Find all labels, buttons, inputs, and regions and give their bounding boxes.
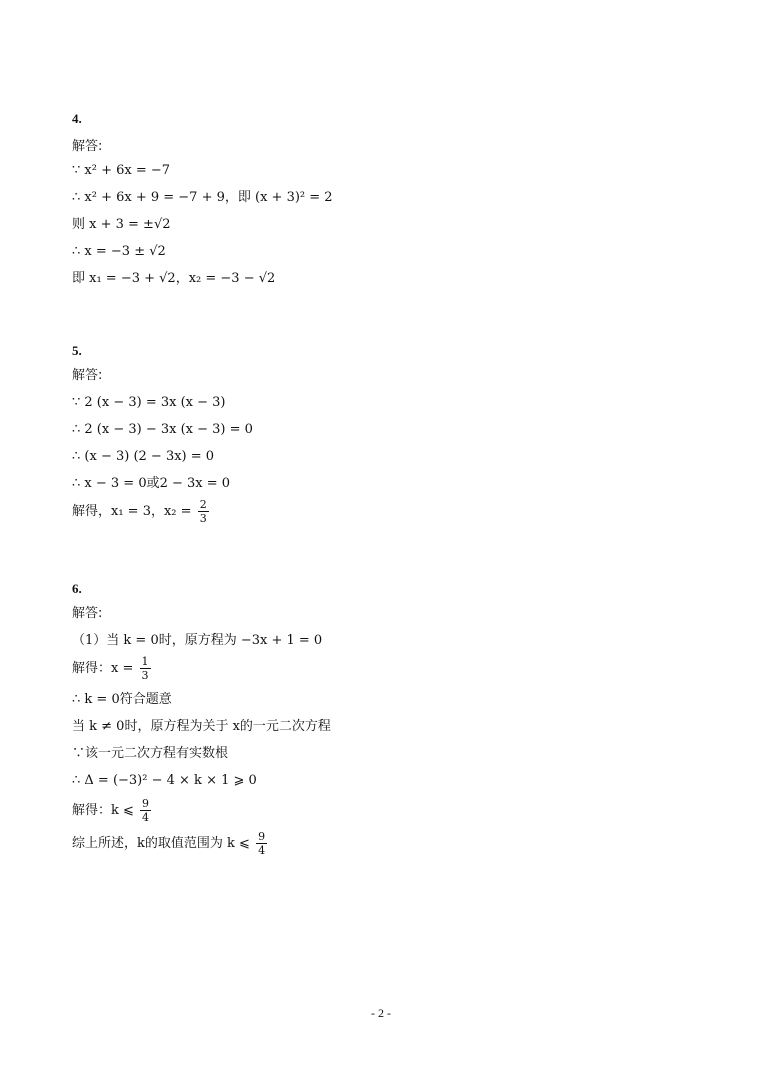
q6-step-7-text: 解得：k ⩽ [72,803,134,818]
q5-fraction-denominator: 3 [199,512,207,525]
q6-step-4: 当 k ≠ 0时，原方程为关于 x的一元二次方程 [72,719,331,734]
q6-step-6: ∴ Δ = (−3)² − 4 × k × 1 ⩾ 0 [72,773,257,788]
q6-step-1: （1）当 k = 0时，原方程为 −3x + 1 = 0 [72,633,323,648]
q6-fraction-3-denominator: 4 [258,844,266,857]
q6-fraction-2 [140,797,151,824]
page-number: - 2 - [371,1006,391,1020]
question-4-label: 解答: [72,139,103,154]
q6-fraction-1 [140,655,151,682]
q4-step-3: 则 x + 3 = ±√2 [72,217,171,232]
q6-step-8 [72,830,269,857]
q6-step-8-text: 综上所述，k的取值范围为 k ⩽ [72,836,250,851]
q6-step-2-text: 解得：x = [72,661,134,676]
q6-fraction-3 [256,830,267,857]
question-6-label: 解答: [72,606,103,621]
question-5-label: 解答: [72,368,103,383]
q4-step-1: ∵ x² + 6x = −7 [72,163,171,178]
question-6-number: 6. [72,581,82,596]
q6-step-3: ∴ k = 0符合题意 [72,692,172,707]
q4-step-4: ∴ x = −3 ± √2 [72,244,166,259]
q5-step-2: ∴ 2 (x − 3) − 3x (x − 3) = 0 [72,422,253,437]
q6-step-7 [72,797,153,824]
q5-step-1: ∵ 2 (x − 3) = 3x (x − 3) [72,395,226,410]
q5-step-3: ∴ (x − 3) (2 − 3x) = 0 [72,449,215,464]
q6-fraction-1-numerator: 1 [141,655,149,668]
q6-fraction-1-denominator: 3 [141,669,149,682]
q4-step-5: 即 x₁ = −3 + √2，x₂ = −3 − √2 [72,271,276,286]
q5-fraction [198,498,209,525]
q5-fraction-numerator: 2 [199,498,207,511]
q5-step-5-text: 解得，x₁ = 3，x₂ = [72,504,192,519]
question-4-number: 4. [72,111,82,126]
q6-step-2 [72,655,153,682]
q6-step-5: ∵该一元二次方程有实数根 [72,746,229,761]
question-5-number: 5. [72,343,82,358]
q5-step-5 [72,498,211,525]
q6-fraction-3-numerator: 9 [258,830,266,843]
q5-step-4: ∴ x − 3 = 0或2 − 3x = 0 [72,476,231,491]
q6-fraction-2-numerator: 9 [142,797,150,810]
q4-step-2: ∴ x² + 6x + 9 = −7 + 9，即 (x + 3)² = 2 [72,190,333,205]
q6-fraction-2-denominator: 4 [142,811,150,824]
